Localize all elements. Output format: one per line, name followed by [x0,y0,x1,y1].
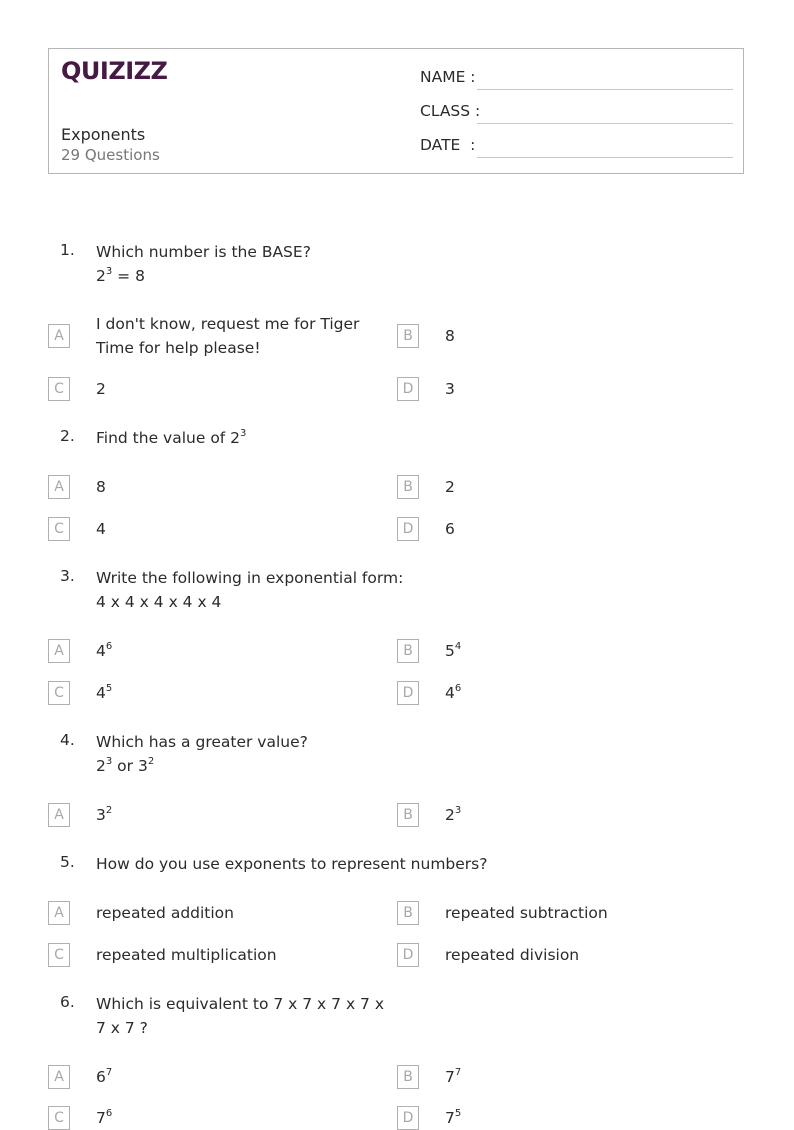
option-letter-box[interactable]: B [397,803,419,827]
option-text: $4^6$ [96,641,113,660]
name-field[interactable] [477,89,733,90]
date-field[interactable] [477,157,733,158]
option-letter-box[interactable]: C [48,681,70,705]
option-text: repeated subtraction [445,904,608,922]
option-letter-box[interactable]: A [48,324,70,348]
option-letter-box[interactable]: B [397,475,419,499]
option-text: $7^7$ [445,1067,462,1086]
question-count: 29 Questions [61,146,160,164]
question-text: How do you use exponents to represent numbers? [96,855,488,873]
question-text: Write the following in exponential form: 4 x 4 x 4 x 4 x 4 [96,569,404,611]
question-number: 5. [60,853,75,871]
question-text: Which is equivalent to 7 x 7 x 7 x 7 x 7 x 7 ? [96,995,384,1037]
question-number: 3. [60,567,75,585]
option-text: $3^2$ [96,805,113,824]
date-label: DATE : [420,136,476,154]
option-text: 3 [445,380,455,398]
option-text: $5^4$ [445,641,462,660]
option-text: repeated multiplication [96,946,277,964]
option-letter-box[interactable]: A [48,475,70,499]
option-text: 8 [96,478,106,496]
option-letter-box[interactable]: A [48,1065,70,1089]
option-letter-box[interactable]: D [397,377,419,401]
question-text: Which number is the BASE? $2^3 = 8$ [96,243,311,285]
quizizz-logo: QUIZIZZ [61,57,168,85]
option-text: 4 [96,520,106,538]
option-letter-box[interactable]: C [48,377,70,401]
question-text: Which has a greater value? $2^3$ or $3^2$ [96,733,308,775]
option-text: 2 [96,380,106,398]
option-letter-box[interactable]: A [48,639,70,663]
option-letter-box[interactable]: D [397,517,419,541]
option-text: repeated division [445,946,580,964]
option-letter-box[interactable]: B [397,639,419,663]
option-letter-box[interactable]: A [48,901,70,925]
question-number: 2. [60,427,75,445]
option-text: 2 [445,478,455,496]
worksheet-title: Exponents [61,125,146,144]
option-letter-box[interactable]: B [397,1065,419,1089]
question-number: 6. [60,993,75,1011]
option-letter-box[interactable]: D [397,1106,419,1130]
option-text: $6^7$ [96,1067,113,1086]
option-letter-box[interactable]: D [397,943,419,967]
question-number: 4. [60,731,75,749]
class-field[interactable] [477,123,733,124]
question-number: 1. [60,241,75,259]
option-letter-box[interactable]: D [397,681,419,705]
class-label: CLASS : [420,102,481,120]
worksheet-header [48,48,744,174]
option-text: $7^6$ [96,1108,113,1127]
question-text: Find the value of $2^3$ [96,428,247,447]
option-letter-box[interactable]: C [48,943,70,967]
option-letter-box[interactable]: C [48,517,70,541]
option-text: $7^5$ [445,1108,462,1127]
option-text: $4^5$ [96,683,113,702]
option-text: 8 [445,327,455,345]
option-letter-box[interactable]: A [48,803,70,827]
option-text: I don't know, request me for Tiger Time for help please! [96,315,360,357]
option-text: $2^3$ [445,805,462,824]
option-text: $4^6$ [445,683,462,702]
option-letter-box[interactable]: C [48,1106,70,1130]
option-text: repeated addition [96,904,234,922]
name-label: NAME : [420,68,476,86]
option-letter-box[interactable]: B [397,324,419,348]
option-letter-box[interactable]: B [397,901,419,925]
option-text: 6 [445,520,455,538]
